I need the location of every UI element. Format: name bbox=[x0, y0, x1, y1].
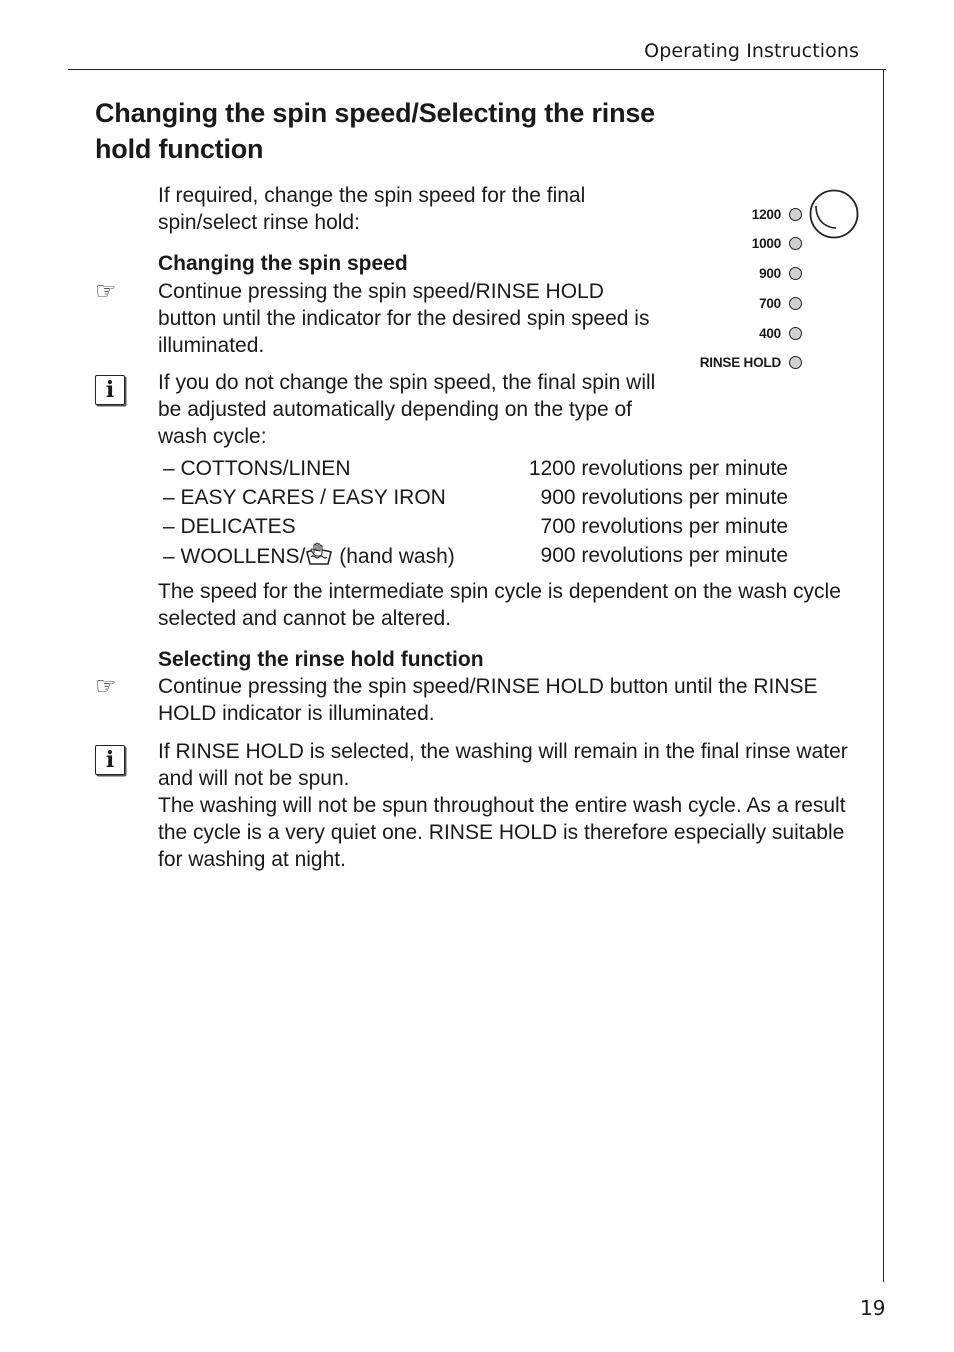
header-section-title: Operating Instructions bbox=[644, 40, 859, 62]
side-divider bbox=[883, 69, 884, 1282]
indicator-light bbox=[789, 208, 802, 221]
knob-icon bbox=[808, 188, 860, 240]
indicator-light bbox=[789, 297, 802, 310]
panel-label: 400 bbox=[759, 325, 781, 341]
info-icon: i bbox=[95, 375, 125, 405]
cycle-name: – DELICATES bbox=[163, 515, 296, 538]
header-divider bbox=[68, 69, 886, 70]
panel-row-900 bbox=[759, 263, 802, 283]
spin-speed-instruction: Continue pressing the spin speed/RINSE HOLD button until the indicator for the desired spin speed is illuminated. bbox=[158, 280, 650, 357]
cycle-name-suffix: (hand wash) bbox=[333, 545, 455, 568]
spin-speed-heading: Changing the spin speed bbox=[158, 252, 408, 275]
page-number: 19 bbox=[860, 1296, 886, 1320]
cycle-name bbox=[163, 542, 455, 570]
intro-text: If required, change the spin speed for the final spin/select rinse hold: bbox=[158, 184, 586, 234]
cycle-rpm: 700 revolutions per minute bbox=[540, 515, 788, 538]
cycle-rpm: 900 revolutions per minute bbox=[540, 544, 788, 567]
rinse-hold-note-line1: If RINSE HOLD is selected, the washing will remain in the final rinse water and will not be spun. bbox=[158, 740, 848, 790]
panel-label: RINSE HOLD bbox=[699, 354, 781, 370]
cycle-name-prefix: – WOOLLENS/ bbox=[163, 545, 306, 568]
pointing-hand-icon: ☞ bbox=[95, 672, 117, 700]
indicator-light bbox=[789, 237, 802, 250]
panel-label: 700 bbox=[759, 295, 781, 311]
rinse-hold-heading: Selecting the rinse hold function bbox=[158, 648, 484, 671]
cycle-row bbox=[163, 542, 803, 571]
spin-control-panel bbox=[690, 188, 870, 388]
rinse-hold-note bbox=[158, 738, 863, 873]
cycle-row bbox=[163, 513, 803, 542]
panel-label: 1000 bbox=[751, 235, 781, 251]
panel-row-400 bbox=[759, 323, 802, 343]
rinse-hold-note-line2: The washing will not be spun throughout the entire wash cycle. As a result the cycle is a very quiet one. RINSE HOLD is therefore especially suitable for washing at night. bbox=[158, 794, 846, 871]
panel-row-1000 bbox=[752, 233, 802, 253]
cycle-row bbox=[163, 484, 803, 513]
cycle-rpm: 900 revolutions per minute bbox=[540, 486, 788, 509]
panel-label: 1200 bbox=[751, 206, 781, 222]
info-icon: i bbox=[95, 745, 125, 775]
cycle-name: – EASY CARES / EASY IRON bbox=[163, 486, 446, 509]
panel-row-rinse-hold bbox=[700, 352, 802, 372]
panel-row-1200 bbox=[752, 204, 802, 224]
panel-row-700 bbox=[759, 293, 802, 313]
indicator-light bbox=[789, 267, 802, 280]
indicator-light bbox=[789, 356, 802, 369]
cycle-table bbox=[163, 455, 803, 571]
cycle-row bbox=[163, 455, 803, 484]
handwash-icon bbox=[305, 542, 333, 566]
intermediate-spin-note: The speed for the intermediate spin cycle is dependent on the wash cycle selected and cannot be altered. bbox=[158, 580, 841, 630]
page-title: Changing the spin speed/Selecting the rinse hold function bbox=[95, 98, 655, 164]
rinse-hold-instruction: Continue pressing the spin speed/RINSE HOLD button until the RINSE HOLD indicator is illuminated. bbox=[158, 675, 818, 725]
cycle-name: – COTTONS/LINEN bbox=[163, 457, 351, 480]
indicator-light bbox=[789, 327, 802, 340]
cycle-rpm: 1200 revolutions per minute bbox=[528, 457, 788, 480]
panel-label: 900 bbox=[759, 265, 781, 281]
default-speed-note: If you do not change the spin speed, the final spin will be adjusted automatically depending on the type of wash cycle: bbox=[158, 371, 656, 448]
pointing-hand-icon: ☞ bbox=[95, 277, 117, 305]
